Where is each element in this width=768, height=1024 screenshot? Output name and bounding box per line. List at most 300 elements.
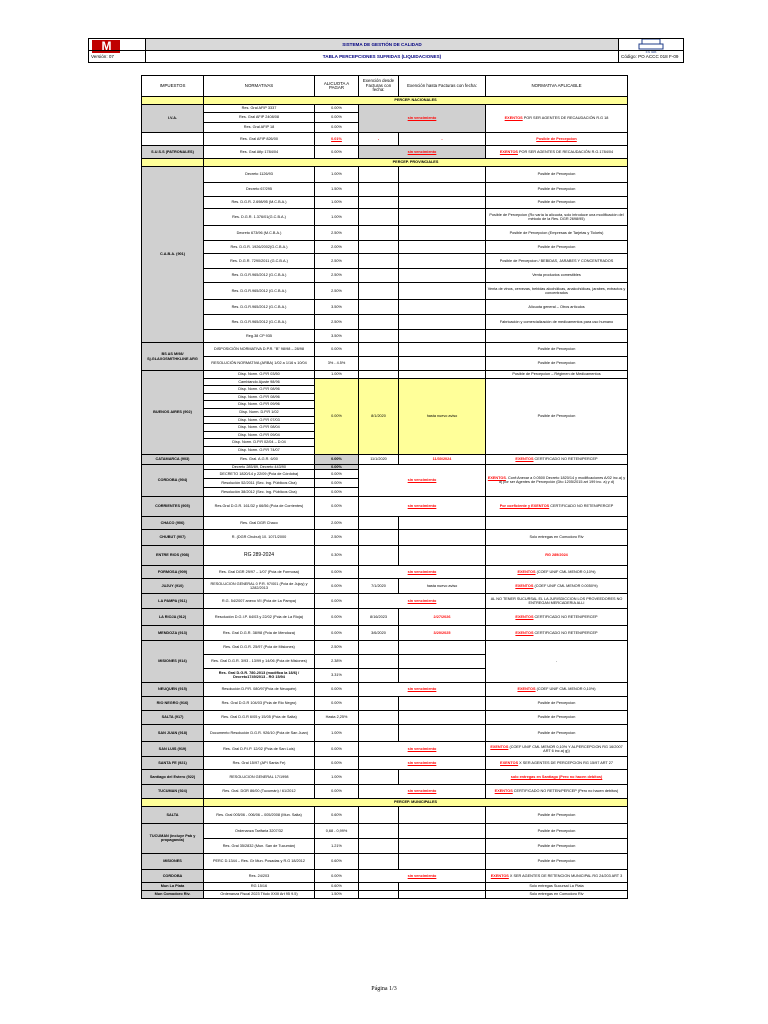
norm-cell: Res. 24/203 [204, 869, 315, 882]
applicable-cell: Posible de Percepcion – Régimen de Medicamentos [486, 371, 628, 379]
norm-cell: Res. D.G.R. 1.376/01(G.C.B.A.) [204, 209, 315, 226]
validity-label: sin vencimiento [407, 746, 437, 751]
table-row [142, 105, 628, 113]
validity-to [399, 769, 486, 784]
norm-cell: Res. Gral 35/2832 (Mun. San de Tucumán) [204, 838, 315, 853]
rate-cell: 0.00% [315, 869, 359, 882]
applicable-cell [486, 593, 628, 608]
table-row [142, 529, 628, 545]
validity-cell [359, 593, 486, 608]
norm-cell: Res. D.G.R. 7290/2011 (G.C.B.A.) [204, 254, 315, 269]
rate-cell: 0.00% [315, 496, 359, 516]
document-header [88, 38, 684, 63]
tax-name: SAN JUAN (918) [142, 724, 204, 741]
validity-from [359, 516, 399, 529]
norm-cell: Res.Gral D.G.R. 161/32 y 66/56 (Pcia de Corrientes) [204, 496, 315, 516]
applicable-cell [486, 769, 628, 784]
validity-to [399, 167, 486, 183]
section-title: PERCEP. PROVINCIALES [204, 159, 628, 167]
tax-name: BUENOS AIRES (902) [142, 371, 204, 455]
validity-to [399, 823, 486, 838]
applicable-text: Posible de Percepcion [537, 730, 576, 735]
applicable-cell [486, 890, 628, 898]
applicable-cell [486, 882, 628, 890]
status-label: Por coeficiente y EXENTOS [499, 504, 550, 509]
applicable-cell: Posible de Percepcion (Ro varía la alícuota, solo introduce una modificación del método de la Res. DGR 2698/95) [486, 209, 628, 226]
validity-from: - [359, 133, 399, 146]
norm-cell: DISPOSICIÓN NORMATIVA D.P.R. "B" 98/98 – 28/98 [204, 343, 315, 357]
applicable-cell [486, 806, 628, 823]
rate-cell: 0.01% [315, 133, 359, 146]
norm-cell: Disp. Norm. O.P.R 03/50 [204, 371, 315, 379]
validity-to [399, 300, 486, 315]
norm-cell: Decreto 285/89, Decreto 443/90 [204, 464, 315, 469]
column-header: NORMATIVAS [204, 76, 315, 97]
validity-from [359, 710, 399, 724]
tax-name: SAN LUIS (919) [142, 741, 204, 756]
norm-cell: Res. D.G.R. 2.698/95 (M.C.B.A.) [204, 197, 315, 209]
table-row [142, 167, 628, 183]
validity-from [359, 254, 399, 269]
column-header: IMPUESTOS [142, 76, 204, 97]
applicable-cell [486, 565, 628, 578]
rate-cell: 0.00% [315, 625, 359, 640]
applicable-cell: Fabricación y comercialización de medicamentos para uso humano [486, 315, 628, 330]
validity-from [359, 283, 399, 300]
tax-name: LA PAMPA (911) [142, 593, 204, 608]
table-row [142, 769, 628, 784]
norm-cell: Res. D.G.R.965/2012 (G.C.B.A.) [204, 315, 315, 330]
rate-cell: 1.21% [315, 838, 359, 853]
status-label: EXENTOS [490, 873, 509, 878]
validity-to [399, 343, 486, 357]
applicable-text: (COEF UNIF CML MENOR 0,10% Y ALPERCEPCION RG 16/2007 ART 6 inc.a) g)) [508, 744, 623, 753]
rate-cell: 0.00% [315, 478, 359, 487]
norm-cell: Res. Gral D.P.I.P. 12/02 (Pcia de San Luis) [204, 741, 315, 756]
table-row [142, 625, 628, 640]
validity-from [359, 529, 399, 545]
norm-cell: R. (DGR Chubut) 10. 1071/2000 [204, 529, 315, 545]
column-header: NORMATIVA APLICABLE [486, 76, 628, 97]
table-header-row [142, 76, 628, 97]
validity-to [399, 654, 486, 668]
validity-to: - [399, 133, 486, 146]
applicable-cell [486, 608, 628, 625]
validity-label: sin vencimiento [407, 873, 437, 878]
validity-from [359, 806, 399, 823]
table-row [142, 343, 628, 357]
company-logo: M [92, 40, 120, 53]
validity-cell [359, 496, 486, 516]
rate-cell: 0.60% [315, 882, 359, 890]
applicable-cell: Posible de Percepcion [486, 183, 628, 197]
validity-label: sin vencimiento [407, 504, 437, 509]
rate-cell: 2.50% [315, 226, 359, 241]
validity-to [399, 371, 486, 379]
applicable-cell [486, 838, 628, 853]
tax-name: LA RIOJA (912) [142, 608, 204, 625]
rate-cell: 0.30% [315, 545, 359, 565]
norm-cell: Decreto 67/295 [204, 183, 315, 197]
table-row [142, 869, 628, 882]
rate-cell: 0.00% [315, 378, 359, 454]
table-row [142, 784, 628, 798]
table-row [142, 454, 628, 464]
rate-cell: 0,68 - 0,99% [315, 823, 359, 838]
norm-cell: Res. Gral D.G.R. 780-2013 (modifica la 18/6) / Decreto1749/2013 - RG 15/94 [204, 668, 315, 682]
validity-to [399, 853, 486, 869]
applicable-text: CERTIFICADO NO RETENIPERCEP [533, 456, 598, 461]
validity-cell [359, 464, 486, 496]
validity-from [359, 315, 399, 330]
applicable-text: X SER AGENTES DE RETENCION MUNICIPAL RG 24/203 ART 3 [508, 873, 623, 878]
validity-from [359, 696, 399, 710]
table-row [142, 696, 628, 710]
applicable-cell [486, 529, 628, 545]
tax-name: CHUBUT (907) [142, 529, 204, 545]
applicable-text: Posible de Percepcion [537, 701, 576, 706]
applicable-text: RG 289/2024 [545, 553, 568, 558]
norm-cell: Disp. Norm. O.P.R 74/07 [204, 446, 315, 454]
column-header: Exención hasta Facturas con fecha: [399, 76, 486, 97]
applicable-cell: Posible de Percepcion / BEBIDAS, JARABES Y CONCENTRADOS [486, 254, 628, 269]
norm-cell: RESOLUCION GENERAL 0 P.R. 97/001 (Pcia de Jujuy) y 1282/2013 [204, 578, 315, 593]
rate-cell: 2.50% [315, 529, 359, 545]
validity-label: sin vencimiento [407, 789, 437, 794]
norm-cell: Disp. Norm. O.P.R 08/04 [204, 424, 315, 432]
section-title: PERCEP. NACIONALES [204, 97, 628, 105]
applicable-cell: POR SER AGENTES DE RECAUDACIÓN R.G 18 [522, 116, 609, 121]
applicable-text: Solo entregas en Comodoro Riv [529, 535, 584, 540]
applicable-text: CERTIFICADO NO RETENIPERCEP [549, 504, 614, 509]
rate-cell: 2.50% [315, 269, 359, 283]
validity-cell: sin vencimiento [407, 116, 437, 121]
validity-from: 7/1/2020 [359, 578, 399, 593]
table-row [142, 853, 628, 869]
norm-cell: Disp. Norm. O.P.R 07/03 [204, 416, 315, 424]
validity-from [359, 183, 399, 197]
system-title: SISTEMA DE GESTIÓN DE CALIDAD [146, 39, 619, 51]
applicable-text: (COEF UNIF CML MENOR 0,10%) [535, 687, 596, 692]
rate-cell: 0.00% [315, 608, 359, 625]
applicable-cell [486, 516, 628, 529]
tax-name: RIO NEGRO (916) [142, 696, 204, 710]
applicable-cell [486, 784, 628, 798]
norm-cell: Res. D.G.R. 1926/2002(G.C.B.A.) [204, 241, 315, 254]
validity-to [399, 668, 486, 682]
rate-cell: 0.00% [315, 343, 359, 357]
rate-cell: 2.00% [315, 516, 359, 529]
svg-text:ESTAB: ESTAB [645, 50, 657, 54]
tax-name: NEUQUEN (915) [142, 682, 204, 696]
tax-name: MISIONES [142, 853, 204, 869]
status-label: EXENTOS [515, 614, 534, 619]
validity-from [359, 269, 399, 283]
table-row [142, 209, 628, 226]
applicable-cell [486, 869, 628, 882]
status-label: solo entregas en Santiago (Pero no hacen debitos) [510, 774, 603, 779]
applicable-text: X SER AGENTES DE PERCEPCION RG 15/97 ART 27 [518, 760, 613, 765]
applicable-cell: POR SER AGENTES DE RECAUDACIÓN R.G.1784/04 [517, 149, 614, 154]
validity-label: sin vencimiento [407, 569, 437, 574]
table-row [142, 741, 628, 756]
norm-cell: Res. D.G.R.965/2012 (G.C.B.A.) [204, 300, 315, 315]
norm-cell: Res. Gral. DGR 86/00 (Tucumán) / 61/2012 [204, 784, 315, 798]
norm-cell: Res. Gral 005/06 - 006/06 – 005/2008 (Mun. Salta) [204, 806, 315, 823]
tax-name: SALTA [142, 806, 204, 823]
validity-to [399, 710, 486, 724]
page-number: Página 1/3 [371, 986, 397, 992]
validity-from [359, 853, 399, 869]
version-label: Versión: 07 [89, 51, 146, 63]
status-label: EXENTOS [494, 789, 513, 794]
rate-cell: 0.00% [315, 113, 359, 123]
rate-cell: 2.38% [315, 654, 359, 668]
validity-from [359, 197, 399, 209]
rate-cell: 0.00% [315, 784, 359, 798]
norm-cell: RG 15/16 [204, 882, 315, 890]
norm-cell: Res. Gral D.G.R 6/05 y 15/05 (Pcia de Salta) [204, 710, 315, 724]
validity-to [399, 269, 486, 283]
validity-from [359, 769, 399, 784]
table-row [142, 545, 628, 565]
validity-cell [359, 682, 486, 696]
norm-cell: Decreto 1126/93 [204, 167, 315, 183]
norm-cell: RG 289-2024 [204, 545, 315, 565]
validity-from [359, 890, 399, 898]
rate-cell: 0.00% [315, 454, 359, 464]
validity-from [359, 668, 399, 682]
applicable-text: Solo entregas en Comodoro Riv [529, 892, 584, 897]
applicable-cell [486, 823, 628, 838]
rate-cell: 0.00% [315, 146, 359, 159]
validity-to: 2/27/2026 [399, 608, 486, 625]
norm-cell: Ordenanza Fiscal 2023 Titulo XXIII Art 95 9.5) [204, 890, 315, 898]
validity-to [399, 283, 486, 300]
applicable-cell [486, 853, 628, 869]
tax-name: CORRIENTES (905) [142, 496, 204, 516]
table-row [142, 806, 628, 823]
status-label: EXENTOS [517, 569, 536, 574]
applicable-text: CERTIFICADO NO RETENIPERCEP [533, 630, 598, 635]
applicable-text: Posible de Percepcion [537, 715, 576, 720]
table-row [142, 578, 628, 593]
tax-name: I.V.A. [142, 105, 204, 133]
tax-name: S.U.S.S (PATRONALES) [142, 146, 204, 159]
norm-cell: Disp. Norm. D.P.R 02/04 – D.04 [204, 439, 315, 447]
rate-cell: 1.00% [315, 197, 359, 209]
rate-cell: 1.00% [315, 209, 359, 226]
norm-cell: Res. Gral D.G.R. 25/97 (Pcia de Misiones) [204, 640, 315, 654]
section-row [142, 97, 628, 105]
rate-cell: 1.50% [315, 890, 359, 898]
rate-cell: 0.00% [315, 696, 359, 710]
table-row [142, 516, 628, 529]
validity-to: 11/30/2024 [399, 454, 486, 464]
table-row [142, 254, 628, 269]
validity-from [359, 882, 399, 890]
table-row [142, 300, 628, 315]
applicable-cell: Alícuota general – Otros artículos [486, 300, 628, 315]
rate-cell: 0.00% [315, 123, 359, 133]
validity-label: sin vencimiento [407, 598, 437, 603]
validity-label: sin vencimiento [407, 760, 437, 765]
applicable-text: Solo entregas Sucursal La Plata [529, 884, 584, 889]
rate-cell: 1.00% [315, 724, 359, 741]
validity-from [359, 209, 399, 226]
rate-cell: 0.00% [315, 578, 359, 593]
table-row [142, 330, 628, 343]
applicable-text: CERTIFICADO NO RETEN/PERCEP (Pero no hacen debitos) [512, 789, 619, 794]
applicable-cell [486, 696, 628, 710]
norm-cell: Reg.38 CP 935 [204, 330, 315, 343]
rate-cell: 0.00% [315, 565, 359, 578]
validity-from [359, 654, 399, 668]
perceptions-table [141, 75, 628, 899]
tax-name: FORMOSA (909) [142, 565, 204, 578]
applicable-cell [486, 625, 628, 640]
validity-cell [359, 784, 486, 798]
norm-cell: Disp. Norm. O.P.R 08/96 [204, 386, 315, 394]
rate-cell: 2.50% [315, 254, 359, 269]
norm-cell: Resolución 38/2012 (Sec. Ing. Públicos Cba) [204, 487, 315, 496]
validity-to [399, 529, 486, 545]
applicable-cell: Posible de Percepcion (Empresas de Tarjetas y Tickets) [486, 226, 628, 241]
norm-cell: Disp. Norm. O.P.R 08/96 [204, 393, 315, 401]
rate-cell: 0.00% [315, 682, 359, 696]
validity-from [359, 241, 399, 254]
column-header: Exención desde Facturas con fecha: [359, 76, 399, 97]
applicable-text: AL NO TENER SUCURSAL EL LA JURISDICCION LOS PROVEEDORES NO ENTREGAN MERCADERIA ALLI [490, 596, 623, 605]
norm-cell: Cambiando Ajuste 98/96 [204, 378, 315, 386]
norm-cell: Resolución D.P.R. 080/97(Pcia de Neuquén) [204, 682, 315, 696]
validity-to [399, 254, 486, 269]
validity-to [399, 315, 486, 330]
table-row [142, 823, 628, 838]
applicable-text: Posible de Percepcion [537, 843, 576, 848]
status-label: EXENTOS [487, 475, 506, 480]
norm-cell: Res. Gral AFIP 3337 [204, 105, 315, 113]
status-label: EXENTOS [500, 760, 519, 765]
applicable-text: . Conf:Anexar a 0.0500 Decreto 1820/14 y modificaciones A/02 inc.a) y d) por ser Agentes de Percepción (Dto 1205/2015 art 199 inc. a) y d) [498, 475, 626, 485]
applicable-cell [486, 578, 628, 593]
applicable-cell: Posible de Percepcion [486, 378, 628, 454]
applicable-cell: Posible de Percepcion [486, 167, 628, 183]
rate-cell: 0.00% [315, 105, 359, 113]
column-header: ALICUOTA A PAGAR [315, 76, 359, 97]
rate-cell: Hasta 2,25% [315, 710, 359, 724]
validity-cell [359, 565, 486, 578]
rate-cell: 0.60% [315, 806, 359, 823]
rate-cell: 0.00% [315, 487, 359, 496]
table-row [142, 838, 628, 853]
applicable-text: (COEF UNIF CML MENOR 0.0050%) [533, 583, 598, 588]
applicable-cell [486, 454, 628, 464]
applicable-cell [486, 724, 628, 741]
applicable-cell: Venta productos comestibles [486, 269, 628, 283]
rate-cell: 1.00% [315, 371, 359, 379]
applicable-cell [486, 682, 628, 696]
rate-cell: 0.00% [315, 469, 359, 478]
norm-cell: DECRETO 1820/14 y 22/09 (Pcia de Córdoba) [204, 469, 315, 478]
validity-from: 3/6/2020 [359, 625, 399, 640]
tax-name: JUJUY (910) [142, 578, 204, 593]
rate-cell: 3.50% [315, 300, 359, 315]
tax-name: SANTA FE (921) [142, 756, 204, 769]
document-title: TABLA PERCEPCIONES SUFRIDAS (LIQUIDACIONES) [146, 51, 619, 63]
norm-cell: Decreto 673/96 (M.C.B.A.) [204, 226, 315, 241]
validity-from: 8/1/2020 [359, 378, 399, 454]
rate-cell: 1.00% [315, 769, 359, 784]
table-row [142, 565, 628, 578]
table-row [142, 496, 628, 516]
validity-from [359, 545, 399, 565]
rate-cell: 3.31% [315, 668, 359, 682]
validity-to [399, 640, 486, 654]
validity-to [399, 226, 486, 241]
rate-cell: 0.00% [315, 741, 359, 756]
tax-name: CATAMARCA (903) [142, 454, 204, 464]
rate-cell: 2.00% [315, 241, 359, 254]
rate-cell: 1.00% [315, 167, 359, 183]
validity-to [399, 545, 486, 565]
validity-from: 11/1/2020 [359, 454, 399, 464]
tax-name: CORDOBA [142, 869, 204, 882]
norm-cell: R.G. 54/2007 anexo VII (Pcia de La Pampa) [204, 593, 315, 608]
validity-to [399, 882, 486, 890]
document-code: Código: PO ACCC 018 F-09 [619, 51, 684, 63]
table-row [142, 183, 628, 197]
validity-to: 3/20/2025 [399, 625, 486, 640]
validity-from [359, 226, 399, 241]
rate-cell: 0.00% [315, 593, 359, 608]
validity-from [359, 343, 399, 357]
table-row [142, 882, 628, 890]
table-row [142, 269, 628, 283]
table-row [142, 682, 628, 696]
table-row [142, 226, 628, 241]
rate-cell: 0.60% [315, 853, 359, 869]
validity-from [359, 300, 399, 315]
applicable-text: (COEF UNIF CML MENOR 0,10%) [535, 569, 596, 574]
table-row [142, 357, 628, 371]
tax-name: C.A.B.A. (901) [142, 167, 204, 343]
applicable-cell: Posible de Percepcion [486, 197, 628, 209]
applicable-text: Posible de Percepcion [537, 859, 576, 864]
tax-name: Mun Comodoro Riv. [142, 890, 204, 898]
rate-cell: 2.50% [315, 640, 359, 654]
rate-cell: 0.00% [315, 464, 359, 469]
table-row [142, 890, 628, 898]
validity-cell: sin vencimiento [407, 149, 437, 154]
table-row [142, 593, 628, 608]
applicable-cell: Posible de Percepcion [486, 343, 628, 357]
norm-cell: RESOLUCIÓN NORMATIVA (ARBA) 1/02 a 1/16 s 10/04 [204, 357, 315, 371]
status-label: EXENTOS [517, 687, 536, 692]
norm-cell: RESOLUCION GENERAL 17/1998 [204, 769, 315, 784]
applicable-text: Posible de Percepcion [537, 828, 576, 833]
section-row [142, 159, 628, 167]
norm-cell: PERC D.1344 – Res. Gr Mun. Posadas y R.G 18/2012 [204, 853, 315, 869]
table-row [142, 724, 628, 741]
validity-from [359, 357, 399, 371]
status-label: EXENTOS [515, 583, 534, 588]
status-label: EXENTOS [515, 630, 534, 635]
validity-to [399, 890, 486, 898]
status-label: EXENTOS [499, 149, 518, 154]
validity-to [399, 696, 486, 710]
status-label: EXENTOS [504, 116, 523, 121]
